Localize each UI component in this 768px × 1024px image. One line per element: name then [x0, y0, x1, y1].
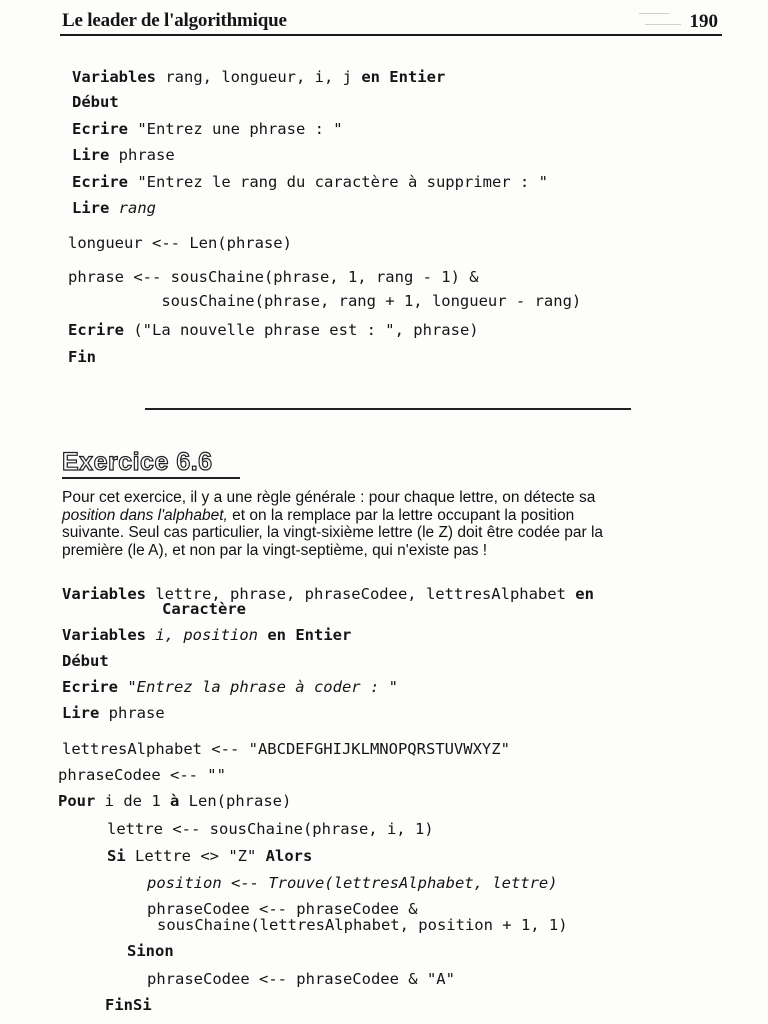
code-line	[72, 175, 548, 191]
keyword: Début	[72, 93, 119, 111]
code-line	[62, 587, 594, 603]
code-text: phrase	[99, 704, 165, 722]
code-text: position <-- Trouve(lettresAlphabet, lettre)	[147, 874, 558, 892]
code-line	[62, 628, 351, 644]
code-text: Len(phrase)	[179, 792, 292, 810]
code-line	[147, 972, 455, 988]
italic-text: position dans l'alphabet,	[62, 506, 228, 524]
paragraph-line	[62, 507, 712, 525]
page-number: 190	[689, 11, 718, 32]
code-line	[62, 654, 109, 670]
paragraph-text: et on la remplace par la lettre occupant la position	[227, 506, 575, 524]
keyword: Fin	[68, 348, 96, 366]
code-line	[72, 148, 175, 164]
page-header	[60, 8, 722, 36]
code-line	[68, 294, 581, 310]
keyword: Ecrire	[68, 321, 124, 339]
keyword: Caractère	[162, 600, 246, 618]
keyword: Alors	[265, 847, 313, 865]
code-text: i, position	[146, 626, 268, 644]
section-separator	[145, 408, 631, 410]
code-line	[127, 944, 174, 960]
code-text: phraseCodee <-- phraseCodee &	[147, 900, 418, 918]
code-text: "Entrez la phrase à coder : "	[118, 678, 398, 696]
code-line	[62, 680, 398, 696]
code-line	[68, 323, 479, 339]
keyword: Pour	[58, 792, 96, 810]
keyword: Lire	[72, 146, 110, 164]
code-line	[72, 201, 156, 217]
code-line	[107, 849, 312, 865]
code-text: longueur <-- Len(phrase)	[68, 234, 292, 252]
keyword: Lire	[62, 704, 100, 722]
code-line	[107, 822, 434, 838]
code-text: sousChaine(lettresAlphabet, position + 1, 1)	[157, 916, 568, 934]
code-text: phraseCodee <-- ""	[58, 766, 226, 784]
scan-smudge	[635, 10, 683, 28]
keyword: Début	[62, 652, 109, 670]
code-line	[157, 918, 568, 934]
code-line	[162, 602, 246, 618]
code-line	[58, 768, 226, 784]
code-line	[58, 794, 291, 810]
keyword: Variables	[72, 68, 156, 86]
code-line	[68, 236, 292, 252]
code-line	[72, 122, 343, 138]
code-text: Lettre <> "Z"	[125, 847, 266, 865]
keyword: en	[575, 585, 594, 603]
exercise-title-underline	[62, 477, 240, 479]
keyword: Ecrire	[62, 678, 118, 696]
paragraph-line: première (le A), et non par la vingt-septième, qui n'existe pas !	[62, 541, 488, 559]
code-line	[72, 70, 445, 86]
code-text: phrase	[109, 146, 175, 164]
code-line	[62, 742, 510, 758]
running-title: Le leader de l'algorithmique	[62, 10, 287, 31]
code-text: lettresAlphabet <-- "ABCDEFGHIJKLMNOPQRSTUVWXYZ"	[62, 740, 510, 758]
keyword: FinSi	[105, 996, 152, 1014]
keyword: Variables	[62, 626, 146, 644]
code-text: sousChaine(phrase, rang + 1, longueur - rang)	[68, 292, 582, 310]
code-text: lettre <-- sousChaine(phrase, i, 1)	[107, 820, 434, 838]
paragraph-line: Pour cet exercice, il y a une règle générale : pour chaque lettre, on détecte sa	[62, 489, 596, 506]
keyword: Lire	[72, 199, 110, 217]
code-text: rang	[109, 199, 156, 217]
keyword: Si	[107, 847, 126, 865]
code-line	[62, 706, 165, 722]
code-text: ("La nouvelle phrase est : ", phrase)	[124, 321, 479, 339]
keyword: à	[169, 792, 180, 810]
keyword: en Entier	[361, 68, 446, 86]
exercise-title: Exercice 6.6	[62, 448, 213, 476]
paragraph-line: suivante. Seul cas particulier, la vingt-sixième lettre (le Z) doit être codée par la	[62, 524, 604, 541]
code-text: lettre, phrase, phraseCodee, lettresAlphabet	[146, 585, 576, 603]
code-line	[68, 270, 479, 286]
keyword: Variables	[62, 585, 146, 603]
code-text: phrase <-- sousChaine(phrase, 1, rang - 1) &	[68, 268, 479, 286]
code-text: i de 1	[95, 792, 170, 810]
keyword: Ecrire	[72, 173, 128, 191]
code-text: "Entrez une phrase : "	[128, 120, 343, 138]
code-text: "Entrez le rang du caractère à supprimer : "	[128, 173, 548, 191]
keyword: Sinon	[127, 942, 174, 960]
code-line	[147, 876, 558, 892]
exercise-description	[62, 489, 712, 559]
code-line	[72, 95, 119, 111]
code-text: phraseCodee <-- phraseCodee & "A"	[147, 970, 455, 988]
code-line	[105, 998, 152, 1014]
code-line	[68, 350, 96, 366]
code-text: rang, longueur, i, j	[156, 68, 362, 86]
keyword: en Entier	[267, 626, 352, 644]
keyword: Ecrire	[72, 120, 128, 138]
